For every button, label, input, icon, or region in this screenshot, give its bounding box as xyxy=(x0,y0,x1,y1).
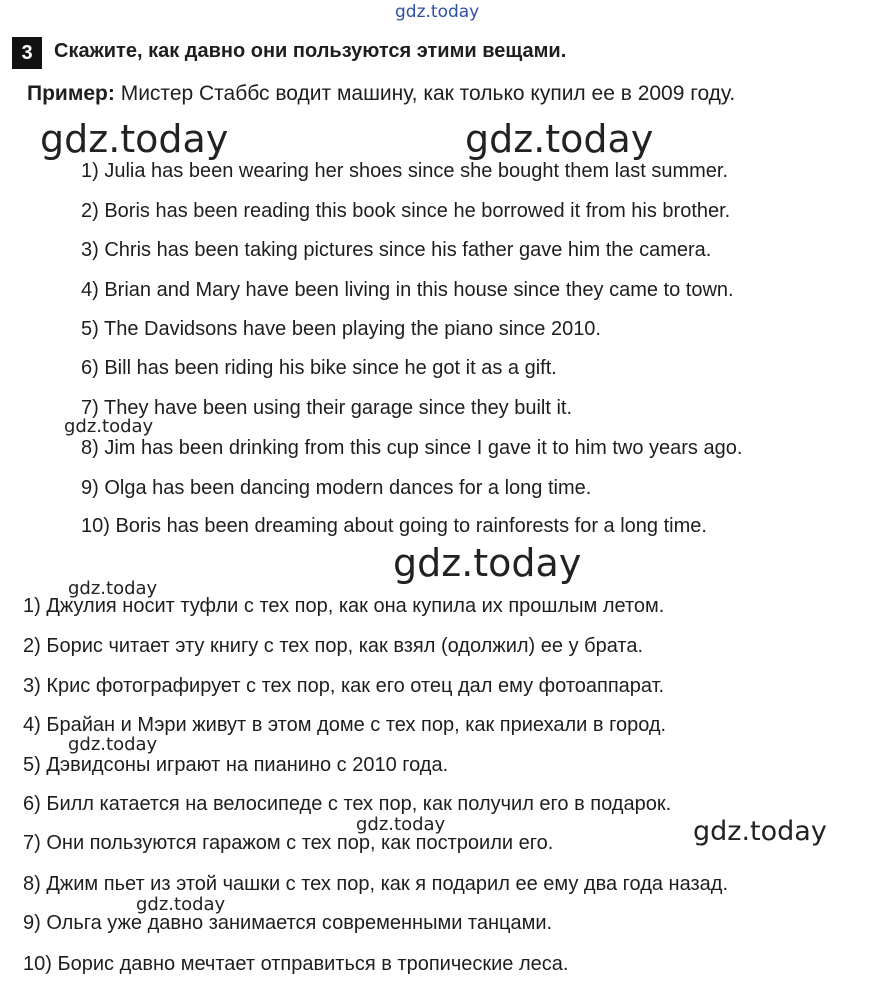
watermark-top: gdz.today xyxy=(395,2,480,22)
watermark-big-left: gdz.today xyxy=(40,117,229,161)
english-answer-3: 3) Chris has been taking pictures since his father gave him the camera. xyxy=(81,239,712,261)
task-number-badge: 3 xyxy=(12,37,42,69)
english-answer-8: 8) Jim has been drinking from this cup since I gave it to him two years ago. xyxy=(81,437,743,459)
english-answer-9: 9) Olga has been dancing modern dances for a long time. xyxy=(81,477,592,499)
watermark-big-center: gdz.today xyxy=(393,541,582,585)
english-answer-6: 6) Bill has been riding his bike since he got it as a gift. xyxy=(81,357,557,379)
english-answer-5: 5) The Davidsons have been playing the piano since 2010. xyxy=(81,318,601,340)
english-answer-1: 1) Julia has been wearing her shoes since she bought them last summer. xyxy=(81,160,729,182)
watermark-small-1: gdz.today xyxy=(64,416,154,437)
russian-translation-10: 10) Борис давно мечтает отправиться в тропические леса. xyxy=(23,953,569,975)
watermark-mid-right: gdz.today xyxy=(693,816,827,847)
watermark-small-2: gdz.today xyxy=(68,578,158,599)
russian-translation-6: 6) Билл катается на велосипеде с тех пор, как получил его в подарок. xyxy=(23,793,672,815)
russian-translation-5: 5) Дэвидсоны играют на пианино с 2010 года. xyxy=(23,754,449,776)
russian-translation-2: 2) Борис читает эту книгу с тех пор, как взял (одолжил) ее у брата. xyxy=(23,635,643,657)
english-answer-4: 4) Brian and Mary have been living in this house since they came to town. xyxy=(81,279,734,301)
russian-translation-1: 1) Джулия носит туфли с тех пор, как она купила их прошлым летом. xyxy=(23,595,665,617)
task-title: Скажите, как давно они пользуются этими вещами. xyxy=(54,40,567,62)
example-label: Пример: xyxy=(27,82,115,105)
english-answer-2: 2) Boris has been reading this book since he borrowed it from his brother. xyxy=(81,200,731,222)
watermark-small-5: gdz.today xyxy=(136,894,226,915)
watermark-big-right: gdz.today xyxy=(465,117,654,161)
example-text: Мистер Стаббс водит машину, как только купил ее в 2009 году. xyxy=(114,82,736,105)
russian-translation-7: 7) Они пользуются гаражом с тех пор, как построили его. xyxy=(23,832,554,854)
watermark-small-3: gdz.today xyxy=(68,734,158,755)
russian-translation-9: 9) Ольга уже давно занимается современными танцами. xyxy=(23,912,553,934)
english-answer-7: 7) They have been using their garage since they built it. xyxy=(81,397,573,419)
example-line xyxy=(27,82,735,106)
russian-translation-8: 8) Джим пьет из этой чашки с тех пор, как я подарил ее ему два года назад. xyxy=(23,873,728,895)
russian-translation-4: 4) Брайан и Мэри живут в этом доме с тех пор, как приехали в город. xyxy=(23,714,667,736)
watermark-small-4: gdz.today xyxy=(356,814,446,835)
russian-translation-3: 3) Крис фотографирует с тех пор, как его отец дал ему фотоаппарат. xyxy=(23,675,665,697)
english-answer-10: 10) Boris has been dreaming about going to rainforests for a long time. xyxy=(81,515,707,537)
